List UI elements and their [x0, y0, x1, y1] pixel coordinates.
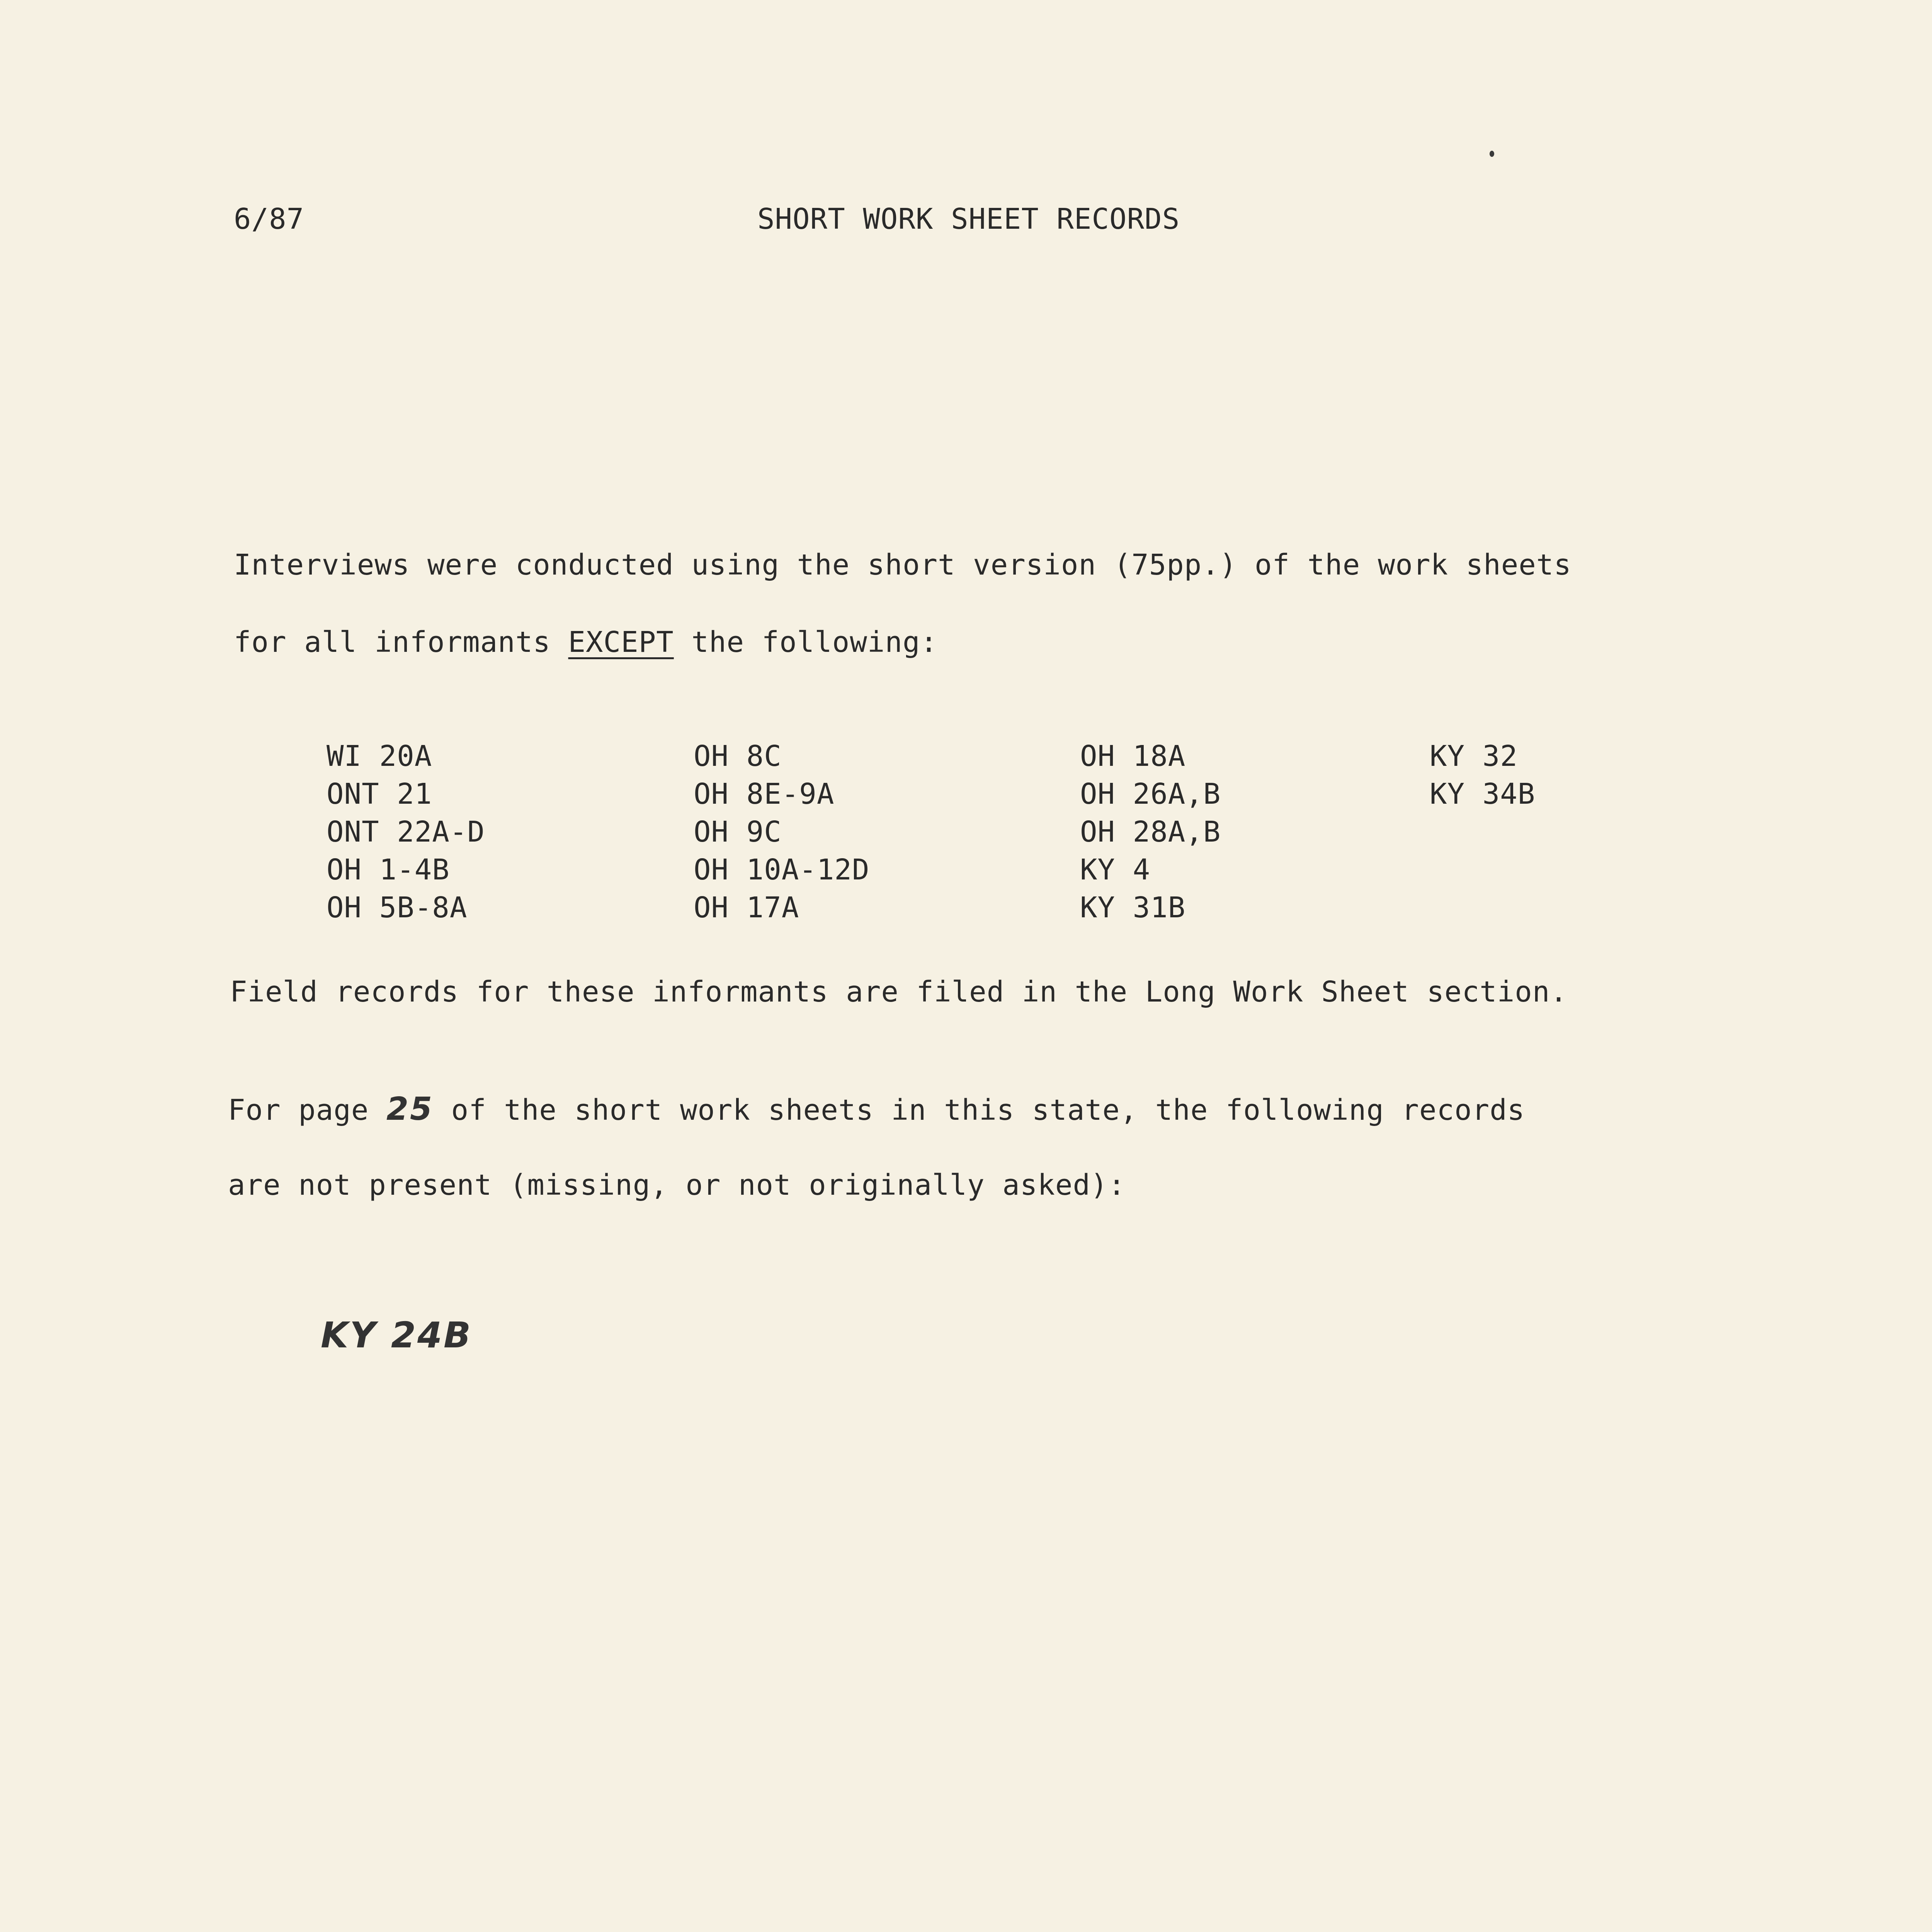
- missing-records-line-1: [228, 1091, 1525, 1128]
- except-emphasis: EXCEPT: [568, 626, 674, 659]
- informant-code: OH 17A: [694, 891, 799, 924]
- handwritten-page-number: 25: [386, 1091, 434, 1128]
- informant-code: KY 34B: [1430, 777, 1536, 811]
- informant-code: KY 4: [1080, 853, 1151, 886]
- exceptions-column-2: [694, 742, 870, 922]
- paper-speck: [1490, 151, 1494, 157]
- informant-code: OH 9C: [694, 815, 782, 849]
- document-date: 6/87: [234, 202, 304, 236]
- informant-code: OH 8C: [694, 740, 782, 773]
- document-title: SHORT WORK SHEET RECORDS: [757, 202, 1180, 236]
- informant-code: OH 1-4B: [327, 853, 450, 886]
- informant-code: OH 18A: [1080, 740, 1186, 773]
- intro-line-1: Interviews were conducted using the short version (75pp.) of the work sheets: [234, 548, 1571, 582]
- informant-code: ONT 21: [327, 777, 432, 811]
- missing-line-1-start: For page: [228, 1094, 386, 1127]
- informant-code: OH 8E-9A: [694, 777, 835, 811]
- informant-code: OH 26A,B: [1080, 777, 1221, 811]
- intro-line-2-end: the following:: [673, 626, 938, 659]
- exceptions-column-4: [1430, 740, 1536, 811]
- exceptions-column-1: [327, 742, 485, 922]
- exceptions-column-3: [1080, 742, 1221, 922]
- informant-code: KY 32: [1430, 740, 1518, 773]
- intro-line-2-start: for all informants: [234, 626, 568, 659]
- field-records-note: Field records for these informants are filed in the Long Work Sheet section.: [230, 975, 1568, 1009]
- informant-code: OH 5B-8A: [327, 891, 468, 924]
- missing-line-1-end: of the short work sheets in this state, the following records: [434, 1094, 1525, 1127]
- handwritten-missing-record: KY 24B: [321, 1315, 473, 1356]
- informant-code: OH 10A-12D: [694, 853, 870, 886]
- informant-code: OH 28A,B: [1080, 815, 1221, 849]
- missing-records-line-2: are not present (missing, or not originally asked):: [228, 1168, 1126, 1202]
- informant-code: WI 20A: [327, 740, 432, 773]
- intro-line-2: [234, 626, 938, 659]
- informant-code: KY 31B: [1080, 891, 1186, 924]
- informant-code: ONT 22A-D: [327, 815, 485, 849]
